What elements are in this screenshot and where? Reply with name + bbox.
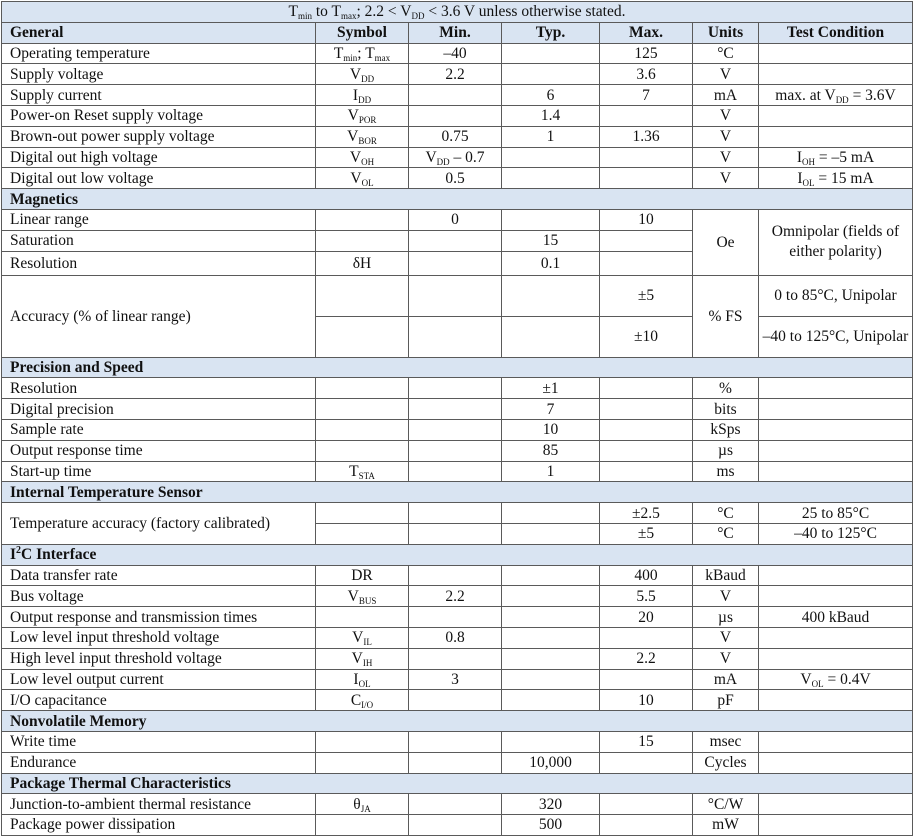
param-max — [600, 378, 693, 399]
param-max: 7 — [600, 85, 693, 106]
param-max: ±5 — [600, 275, 693, 316]
param-typ — [502, 607, 600, 628]
param-symbol — [316, 316, 409, 357]
section-title: Magnetics — [2, 189, 913, 210]
param-units: % FS — [693, 275, 759, 357]
param-typ — [502, 627, 600, 648]
param-min: 0.8 — [409, 627, 502, 648]
param-min — [409, 461, 502, 482]
param-symbol: $V_{OL}$ — [316, 168, 409, 189]
param-units: V — [693, 147, 759, 168]
param-name: Low level output current — [2, 669, 316, 690]
param-units: µs — [693, 440, 759, 461]
param-max: 5.5 — [600, 586, 693, 607]
param-typ — [502, 669, 600, 690]
param-condition: Omnipolar (fields of either polarity) — [759, 209, 913, 275]
table-row — [2, 607, 913, 628]
table-row — [2, 85, 913, 106]
param-units: bits — [693, 399, 759, 420]
param-typ: 10 — [502, 419, 600, 440]
param-name: Package power dissipation — [2, 815, 316, 836]
param-min — [409, 251, 502, 275]
param-condition — [759, 378, 913, 399]
param-name: Output response time — [2, 440, 316, 461]
param-min: 3 — [409, 669, 502, 690]
param-name: Endurance — [2, 752, 316, 773]
section-title: $I^2C$ Interface — [2, 544, 913, 565]
param-max: 125 — [600, 43, 693, 64]
param-typ — [502, 43, 600, 64]
param-min — [409, 690, 502, 711]
table-row — [2, 794, 913, 815]
param-name: Digital out low voltage — [2, 168, 316, 189]
param-symbol: $I_{OL}$ — [316, 669, 409, 690]
param-max: 2.2 — [600, 648, 693, 669]
param-name: Data transfer rate — [2, 565, 316, 586]
column-header-max: Max. — [600, 22, 693, 43]
param-symbol — [316, 440, 409, 461]
param-units: µs — [693, 607, 759, 628]
param-max: ±10 — [600, 316, 693, 357]
param-condition — [759, 794, 913, 815]
param-symbol — [316, 209, 409, 230]
param-name: Start-up time — [2, 461, 316, 482]
param-units: mA — [693, 669, 759, 690]
param-condition: 25 to 85°C — [759, 503, 913, 524]
section-header-precision — [2, 357, 913, 378]
param-max — [600, 815, 693, 836]
param-min — [409, 419, 502, 440]
column-header-test-condition: Test Condition — [759, 22, 913, 43]
param-condition — [759, 752, 913, 773]
param-typ: 1.4 — [502, 105, 600, 126]
param-typ — [502, 731, 600, 752]
param-typ — [502, 147, 600, 168]
specifications-table — [1, 1, 913, 836]
param-typ: ±1 — [502, 378, 600, 399]
param-min — [409, 105, 502, 126]
param-typ — [502, 586, 600, 607]
param-name: Power-on Reset supply voltage — [2, 105, 316, 126]
param-typ: 85 — [502, 440, 600, 461]
param-symbol: $V_{IL}$ — [316, 627, 409, 648]
param-min — [409, 85, 502, 106]
table-row — [2, 565, 913, 586]
param-units: Cycles — [693, 752, 759, 773]
param-condition — [759, 648, 913, 669]
table-row — [2, 627, 913, 648]
param-min — [409, 440, 502, 461]
param-typ — [502, 209, 600, 230]
table-row — [2, 275, 913, 316]
param-condition: $I_{OH} = -5$ mA — [759, 147, 913, 168]
param-symbol — [316, 731, 409, 752]
param-min: 0 — [409, 209, 502, 230]
param-units: kSps — [693, 419, 759, 440]
param-condition — [759, 586, 913, 607]
param-typ: 10,000 — [502, 752, 600, 773]
param-min: 2.2 — [409, 586, 502, 607]
param-name: Accuracy (% of linear range) — [2, 275, 316, 357]
param-units: °C — [693, 503, 759, 524]
param-min: 0.75 — [409, 126, 502, 147]
param-typ — [502, 168, 600, 189]
param-symbol — [316, 399, 409, 420]
param-name: Output response and transmission times — [2, 607, 316, 628]
param-units: V — [693, 627, 759, 648]
param-condition — [759, 461, 913, 482]
param-max — [600, 399, 693, 420]
param-min — [409, 731, 502, 752]
param-units: mW — [693, 815, 759, 836]
section-header-i2c — [2, 544, 913, 565]
param-name: High level input threshold voltage — [2, 648, 316, 669]
param-condition: $V_{OL} = 0.4V$ — [759, 669, 913, 690]
param-min — [409, 607, 502, 628]
param-condition — [759, 105, 913, 126]
param-min: 2.2 — [409, 64, 502, 85]
param-typ: 500 — [502, 815, 600, 836]
table-row — [2, 105, 913, 126]
param-min — [409, 523, 502, 544]
param-name: Digital out high voltage — [2, 147, 316, 168]
param-max — [600, 461, 693, 482]
param-max — [600, 669, 693, 690]
section-header-thermal — [2, 773, 913, 794]
param-min — [409, 275, 502, 316]
param-units: V — [693, 105, 759, 126]
param-units: V — [693, 586, 759, 607]
param-symbol: $T_{STA}$ — [316, 461, 409, 482]
column-header-symbol: Symbol — [316, 22, 409, 43]
param-symbol: $T_{min}$; $T_{max}$ — [316, 43, 409, 64]
param-max — [600, 230, 693, 251]
param-typ: 1 — [502, 126, 600, 147]
param-units: °C — [693, 523, 759, 544]
table-row — [2, 461, 913, 482]
param-typ — [502, 565, 600, 586]
conditions-row — [2, 2, 913, 23]
column-header-min: Min. — [409, 22, 502, 43]
param-name: Resolution — [2, 378, 316, 399]
param-name: Write time — [2, 731, 316, 752]
param-units: ms — [693, 461, 759, 482]
param-typ: 1 — [502, 461, 600, 482]
table-row — [2, 43, 913, 64]
param-max — [600, 105, 693, 126]
param-condition — [759, 627, 913, 648]
param-max — [600, 627, 693, 648]
column-header-units: Units — [693, 22, 759, 43]
param-min — [409, 648, 502, 669]
table-row — [2, 378, 913, 399]
param-units: V — [693, 168, 759, 189]
param-symbol: $V_{DD}$ — [316, 64, 409, 85]
param-max: 10 — [600, 690, 693, 711]
param-condition: $I_{OL} = 15$ mA — [759, 168, 913, 189]
param-units: Oe — [693, 209, 759, 275]
param-name: Supply current — [2, 85, 316, 106]
param-symbol: $V_{IH}$ — [316, 648, 409, 669]
param-max: 15 — [600, 731, 693, 752]
table-row — [2, 209, 913, 230]
param-name: Bus voltage — [2, 586, 316, 607]
section-title: Precision and Speed — [2, 357, 913, 378]
param-units: mA — [693, 85, 759, 106]
param-condition: –40 to 125°C, Unipolar — [759, 316, 913, 357]
param-max — [600, 794, 693, 815]
param-symbol: $V_{BOR}$ — [316, 126, 409, 147]
param-condition — [759, 440, 913, 461]
param-max: 10 — [600, 209, 693, 230]
param-max: 1.36 — [600, 126, 693, 147]
param-max — [600, 168, 693, 189]
param-condition — [759, 126, 913, 147]
param-condition — [759, 731, 913, 752]
param-symbol: $C_{I/O}$ — [316, 690, 409, 711]
param-min — [409, 230, 502, 251]
column-header-typ: Typ. — [502, 22, 600, 43]
param-condition: 0 to 85°C, Unipolar — [759, 275, 913, 316]
param-symbol — [316, 815, 409, 836]
section-title: Internal Temperature Sensor — [2, 482, 913, 503]
param-symbol — [316, 419, 409, 440]
table-row — [2, 586, 913, 607]
param-max: 400 — [600, 565, 693, 586]
column-header-general: General — [2, 22, 316, 43]
param-min — [409, 378, 502, 399]
param-typ — [502, 690, 600, 711]
param-symbol: $\theta_{JA}$ — [316, 794, 409, 815]
param-min — [409, 565, 502, 586]
table-row — [2, 399, 913, 420]
param-symbol — [316, 607, 409, 628]
table-row — [2, 440, 913, 461]
section-header-temperature-sensor — [2, 482, 913, 503]
param-max: ±2.5 — [600, 503, 693, 524]
table-row — [2, 815, 913, 836]
conditions-note: $T_{min}$ to $T_{max}$; $2.2 < V_{DD} < 3.6$ V unless otherwise stated. — [2, 2, 913, 23]
param-name: Saturation — [2, 230, 316, 251]
section-title: Package Thermal Characteristics — [2, 773, 913, 794]
param-condition — [759, 43, 913, 64]
param-min: $V_{DD} - 0.7$ — [409, 147, 502, 168]
param-units: msec — [693, 731, 759, 752]
param-name: Brown-out power supply voltage — [2, 126, 316, 147]
param-condition: 400 kBaud — [759, 607, 913, 628]
param-min — [409, 815, 502, 836]
param-symbol: $I_{DD}$ — [316, 85, 409, 106]
param-min — [409, 503, 502, 524]
param-name: Sample rate — [2, 419, 316, 440]
param-symbol: $V_{POR}$ — [316, 105, 409, 126]
param-name: Supply voltage — [2, 64, 316, 85]
table-row — [2, 731, 913, 752]
param-typ: 7 — [502, 399, 600, 420]
param-units: V — [693, 648, 759, 669]
table-row — [2, 419, 913, 440]
table-row — [2, 126, 913, 147]
param-units: °C/W — [693, 794, 759, 815]
param-typ — [502, 523, 600, 544]
param-min: 0.5 — [409, 168, 502, 189]
param-typ: 320 — [502, 794, 600, 815]
param-condition — [759, 64, 913, 85]
table-row — [2, 669, 913, 690]
param-typ — [502, 64, 600, 85]
param-condition — [759, 399, 913, 420]
param-typ — [502, 316, 600, 357]
param-condition — [759, 690, 913, 711]
param-symbol: DR — [316, 565, 409, 586]
param-max — [600, 251, 693, 275]
param-name: Operating temperature — [2, 43, 316, 64]
param-condition: max. at $V_{DD} = 3.6V$ — [759, 85, 913, 106]
table-row — [2, 147, 913, 168]
param-name: Temperature accuracy (factory calibrated) — [2, 503, 316, 545]
table-row — [2, 168, 913, 189]
param-symbol: δH — [316, 251, 409, 275]
param-typ: 15 — [502, 230, 600, 251]
param-symbol — [316, 275, 409, 316]
param-symbol — [316, 752, 409, 773]
param-symbol: $V_{OH}$ — [316, 147, 409, 168]
param-name: Linear range — [2, 209, 316, 230]
param-name: Junction-to-ambient thermal resistance — [2, 794, 316, 815]
param-name: I/O capacitance — [2, 690, 316, 711]
param-symbol: $V_{BUS}$ — [316, 586, 409, 607]
param-condition — [759, 565, 913, 586]
param-max: 20 — [600, 607, 693, 628]
param-units: % — [693, 378, 759, 399]
param-min — [409, 752, 502, 773]
param-units: °C — [693, 43, 759, 64]
param-symbol — [316, 230, 409, 251]
param-max — [600, 419, 693, 440]
param-condition: –40 to 125°C — [759, 523, 913, 544]
param-symbol — [316, 503, 409, 524]
param-max — [600, 147, 693, 168]
param-units: kBaud — [693, 565, 759, 586]
param-typ — [502, 503, 600, 524]
section-header-nonvolatile-memory — [2, 711, 913, 732]
section-title: Nonvolatile Memory — [2, 711, 913, 732]
param-condition — [759, 419, 913, 440]
param-max — [600, 440, 693, 461]
param-name: Resolution — [2, 251, 316, 275]
table-row — [2, 752, 913, 773]
param-typ — [502, 648, 600, 669]
param-max — [600, 752, 693, 773]
param-min — [409, 316, 502, 357]
table-row — [2, 690, 913, 711]
column-header-row — [2, 22, 913, 43]
param-max: ±5 — [600, 523, 693, 544]
table-row — [2, 648, 913, 669]
param-symbol — [316, 523, 409, 544]
param-units: V — [693, 64, 759, 85]
param-units: pF — [693, 690, 759, 711]
param-min — [409, 794, 502, 815]
param-name: Low level input threshold voltage — [2, 627, 316, 648]
param-units: V — [693, 126, 759, 147]
table-row — [2, 64, 913, 85]
param-typ: 6 — [502, 85, 600, 106]
param-symbol — [316, 378, 409, 399]
param-condition — [759, 815, 913, 836]
table-row — [2, 503, 913, 524]
param-min — [409, 399, 502, 420]
section-header-magnetics — [2, 189, 913, 210]
param-name: Digital precision — [2, 399, 316, 420]
param-typ: 0.1 — [502, 251, 600, 275]
param-typ — [502, 275, 600, 316]
param-max: 3.6 — [600, 64, 693, 85]
param-min: –40 — [409, 43, 502, 64]
